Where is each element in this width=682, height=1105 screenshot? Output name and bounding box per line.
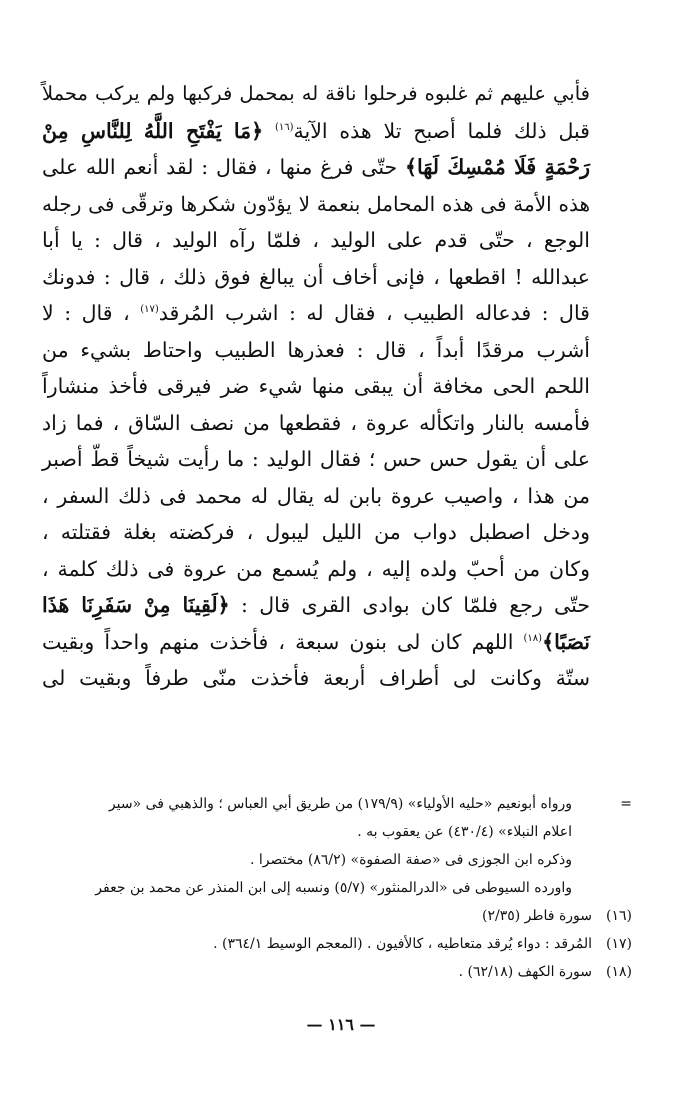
footnote-ref-16: (١٦) xyxy=(274,121,294,133)
text-line: من هذا ، واصيب عروة بابن له يقال له محمد فى ذلك السفر ، xyxy=(42,483,590,508)
text-line: ستّة وكانت لى أطراف أربعة فأخذت منّى طرفاً وبقيت لى xyxy=(42,666,590,690)
footnote-continuation: واورده السيوطى فى «الدرالمنثور» (٥/٧) ونسبه إلى ابن المنذر عن محمد بن جعفر xyxy=(95,880,572,896)
footnote-ref-17: (١٧) xyxy=(140,304,159,316)
quran-verse: نَصَبًا﴾ xyxy=(542,629,590,654)
text-line: عبدالله ! اقطعها ، فإنى أخاف أن يبالغ فوق ذلك ، قال : فدونك xyxy=(42,264,590,289)
footnote-17: (١٧)المُرقد : دواء يُرقد متعاطيه ، كالأفيون . (المعجم الوسيط ٣٦٤/١) . xyxy=(213,936,632,952)
text-line: قال : فدعاله الطبيب ، فقال له : اشرب المُرقد$^{(١٧)}$ ، قال : لا xyxy=(42,301,590,325)
footnote-16: (١٦)سورة فاطر (٢/٣٥) xyxy=(482,908,632,924)
text-line: وكان من أحبّ ولده إليه ، ولم يُسمع من عروة فى ذلك كلمة ، xyxy=(42,556,590,581)
text-line: نَصَبًا﴾$^{(١٨)}$ اللهم كان لى بنون سبعة ، فأخذت منهم واحداً وبقيت xyxy=(42,629,590,654)
footnote-continuation: اعلام النبلاء» (٤٣٠/٤) عن يعقوب به . xyxy=(357,824,572,840)
footnote-continuation: وذكره ابن الجوزى فى «صفة الصفوة» (٨٦/٢) مختصرا . xyxy=(250,852,572,868)
footnote-18: (١٨)سورة الكهف (٦٢/١٨) . xyxy=(458,964,632,980)
page-number: — ١١٦ — xyxy=(306,1015,376,1034)
continuation-mark: = xyxy=(620,796,632,812)
text-line: قبل ذلك فلما أصبح تلا هذه الآية$^{(١٦)}$ ﴿مَا يَفْتَحِ اللَّهُ لِلنَّاسِ مِنْ xyxy=(42,118,590,143)
text-line: رَحْمَةٍ فَلَا مُمْسِكَ لَهَا﴾ حتّى فرغ منها ، فقال : لقد أنعم الله على xyxy=(42,155,590,179)
footnote-ref-18: (١٨) xyxy=(523,632,543,644)
text-line: على أن يقول حس حس ؛ فقال الوليد : ما رأيت شيخاً قطّ أصبر xyxy=(42,447,590,471)
main-text xyxy=(42,76,590,697)
quran-verse: ﴿لَقِينَا مِنْ سَفَرِنَا هَذَا xyxy=(42,593,230,617)
footnote-continuation: = ورواه أبونعيم «حليه الأولياء» (١٧٩/٩) من طريق أبي العباس ؛ والذهبي فى «سير xyxy=(42,790,632,818)
footnotes xyxy=(42,790,632,986)
text-line: حتّى رجع فلمّا كان بوادى القرى قال : ﴿لَقِينَا مِنْ سَفَرِنَا هَذَا xyxy=(42,593,590,617)
text-line: اللحم الحى مخافة أن يبقى منها شيء ضر فيرقى فأخذ منشاراً xyxy=(42,374,590,398)
text-line: فأبي عليهم ثم غلبوه فرحلوا ناقة له بمحمل فركبها ولم يركب محملاً xyxy=(42,82,590,105)
text-line: أشرب مرقدًا أبداً ، قال : فعذرها الطبيب واحتاط بشيء من xyxy=(42,337,590,362)
text-line: هذه الأمة فى هذه المحامل بنعمة لا يؤدّون شكرها وترقّى فى رجله xyxy=(42,191,590,216)
text-line: ودخل اصطبل دواب من الليل ليبول ، فركضته بغلة فقتلته ، xyxy=(42,520,590,544)
quran-verse: رَحْمَةٍ فَلَا مُمْسِكَ لَهَا﴾ xyxy=(404,155,590,179)
text-line: فأمسه بالنار واتكأله عروة ، فقطعها من نصف السّاق ، فما زاد xyxy=(42,410,590,435)
quran-verse: ﴿مَا يَفْتَحِ اللَّهُ لِلنَّاسِ مِنْ xyxy=(42,118,264,143)
text-line: الوجع ، حتّى قدم على الوليد ، فلمّا رآه الوليد ، قال : يا أبا xyxy=(42,228,590,252)
